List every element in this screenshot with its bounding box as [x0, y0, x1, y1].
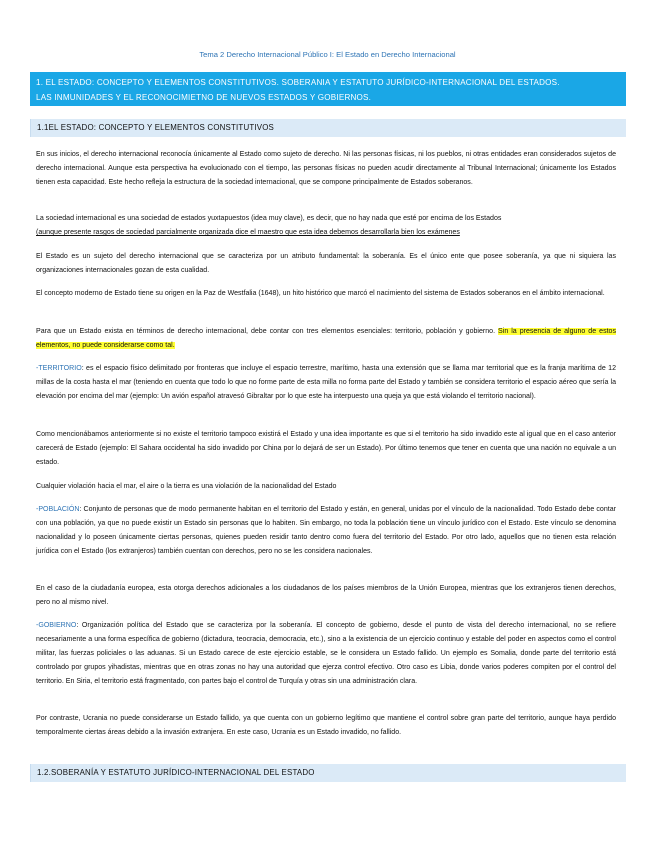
paragraph-ucrania: Por contraste, Ucrania no puede considerarse un Estado fallido, ya que cuenta con un gobierno legítimo que mantiene el control sobre gran parte del territorio, aunque haya perdido temporalmente ciertas áreas debido a la invasión extranjera. En este caso, Ucrania es un Estado invadido, no fallido.: [36, 715, 616, 736]
poblacion-text: : Conjunto de personas que de modo permanente habitan en el territorio del Estado y están, en general, unidas por el vínculo de la nacionalidad. Todo Estado debe contar con una población, ya que no puede existir un Estado sin personas que lo habiten. Sin embargo, no toda la población tiene un vínculo jurídico con el Estado. Este vínculo se denomina nacionalidad y lo poseen únicamente ciertas personas, quienes pueden residir tanto dentro como fuera del territorio del Estado. Por otro lado, aquellos que no tienen esta relación jurídica con el Estado (los extranjeros) también cuentan con derechos, pero no se les considera nacionales.: [36, 506, 616, 555]
paragraph-territorio: [36, 362, 616, 404]
paragraph-invasion: Como mencionábamos anteriormente si no existe el territorio tampoco existirá el Estado y una idea importante es que si el territorio ha sido invadido este al igual que en el caso anterior carecerá de Estado (ejemplo: El Sahara occidental ha sido invadido por China por lo dejará de ser un Estado). Por último tenemos que tener en cuenta que una nación no equivale a un estado.: [36, 431, 616, 466]
paragraph-violacion: Cualquier violación hacia el mar, el aire o la tierra es una violación de la nacionalidad del Estado: [36, 483, 337, 490]
banner-line-2: LAS INMUNIDADES Y EL RECONOCIMIETNO DE NUEVOS ESTADOS Y GOBIERNOS.: [36, 93, 372, 102]
gobierno-label: -GOBIERNO: [36, 622, 77, 629]
territorio-text: : es el espacio físico delimitado por fronteras que incluye el espacio terrestre, marítimo, hasta una extensión que se llama mar territorial que es la franja marítima de 12 millas de la costa hasta el mar (teniendo en cuenta que todo lo que no forme parte de esta milla no forma parte del Estado y también se considera territorio el espacio aéreo que sería la elevación por encima del mar (ejemplo: Un avión español atravesó Gibraltar por lo que este ha interpuesto una queja ya que está violando el territorio nacional).: [36, 365, 616, 400]
gobierno-text: : Organización política del Estado que se caracteriza por la soberanía. El concepto de gobierno, desde el punto de vista del derecho internacional, no se refiere necesariamente a una forma específica de gobierno (dictadura, teocracia, democracia, etc.), sino a la existencia de un ejercicio continuo y estable del poder en aspectos como el control militar, las fuerzas policiales o las aduanas. Si un Estado carece de este ejercicio estable, se le considera un Estado fallido. Un ejemplo es Somalia, donde parte del territorio está controlado por grupos yihadistas, mientras que en otras zonas no hay una autoridad que ejerza control efectivo. Otro caso es Libia, donde varios poderes compiten por el control del territorio. En Siria, el territorio está fragmentado, con partes bajo el control de Turquía y otras sin una administración clara.: [36, 622, 616, 685]
chapter-banner: [30, 72, 626, 106]
banner-line-1: 1. EL ESTADO: CONCEPTO Y ELEMENTOS CONSTITUTIVOS. SOBERANIA Y ESTATUTO JURÍDICO-INTERNACIONAL DEL ESTADOS.: [36, 78, 560, 87]
highlighted-text: Sin la presencia de alguno de estos elementos, no puede considerarse como tal.: [36, 328, 616, 349]
elementos-text: Para que un Estado exista en términos de derecho internacional, debe contar con tres elementos esenciales: territorio, población y gobierno.: [36, 328, 499, 335]
paragraph-elementos: [36, 325, 616, 353]
paragraph-soberania: El Estado es un sujeto del derecho internacional que se caracteriza por un atributo fundamental: la soberanía. Es el único ente que posee soberanía, ya que ni siquiera las organizaciones internacionales gozan de esta cualidad.: [36, 253, 616, 274]
paragraph-poblacion: [36, 503, 616, 559]
section-heading-1-2: 1.2.SOBERANÍA Y ESTATUTO JURÍDICO-INTERNACIONAL DEL ESTADO: [30, 764, 626, 782]
poblacion-label: -POBLACIÓN: [36, 506, 80, 513]
paragraph-westfalia: El concepto moderno de Estado tiene su origen en la Paz de Westfalia (1648), un hito histórico que marcó el nacimiento del sistema de Estados soberanos en el ámbito internacional.: [36, 290, 605, 297]
territorio-label: -TERRITORIO: [36, 365, 82, 372]
paragraph-sociedad-note: (aunque presente rasgos de sociedad parcialmente organizada dice el maestro que esta idea debemos desarrollarla bien los exámenes: [36, 229, 460, 236]
paragraph-sociedad-internacional: La sociedad internacional es una sociedad de estados yuxtapuestos (idea muy clave), es decir, que no hay nada que esté por encima de los Estados: [36, 215, 502, 222]
paragraph-ciudadania: En el caso de la ciudadanía europea, esta otorga derechos adicionales a los ciudadanos de los países miembros de la Unión Europea, mientras que los extranjeros tienen derechos, pero no al mismo nivel.: [36, 585, 616, 606]
section-heading-1-1: 1.1EL ESTADO: CONCEPTO Y ELEMENTOS CONSTITUTIVOS: [30, 119, 626, 137]
paragraph-intro: En sus inicios, el derecho internacional reconocía únicamente al Estado como sujeto de derecho. Ni las personas físicas, ni los pueblos, ni otras entidades eran considerados sujetos de derecho internacional. Aunque esta perspectiva ha evolucionado con el tiempo, las personas físicas no pueden acudir directamente al Tribunal Internacional; únicamente los Estados tienen esta capacidad. Este hecho refleja la estructura de la sociedad internacional, que se compone principalmente de Estados soberanos.: [36, 151, 616, 186]
paragraph-gobierno: [36, 619, 616, 689]
page-header: Tema 2 Derecho Internacional Público I: El Estado en Derecho Internacional: [199, 50, 456, 59]
